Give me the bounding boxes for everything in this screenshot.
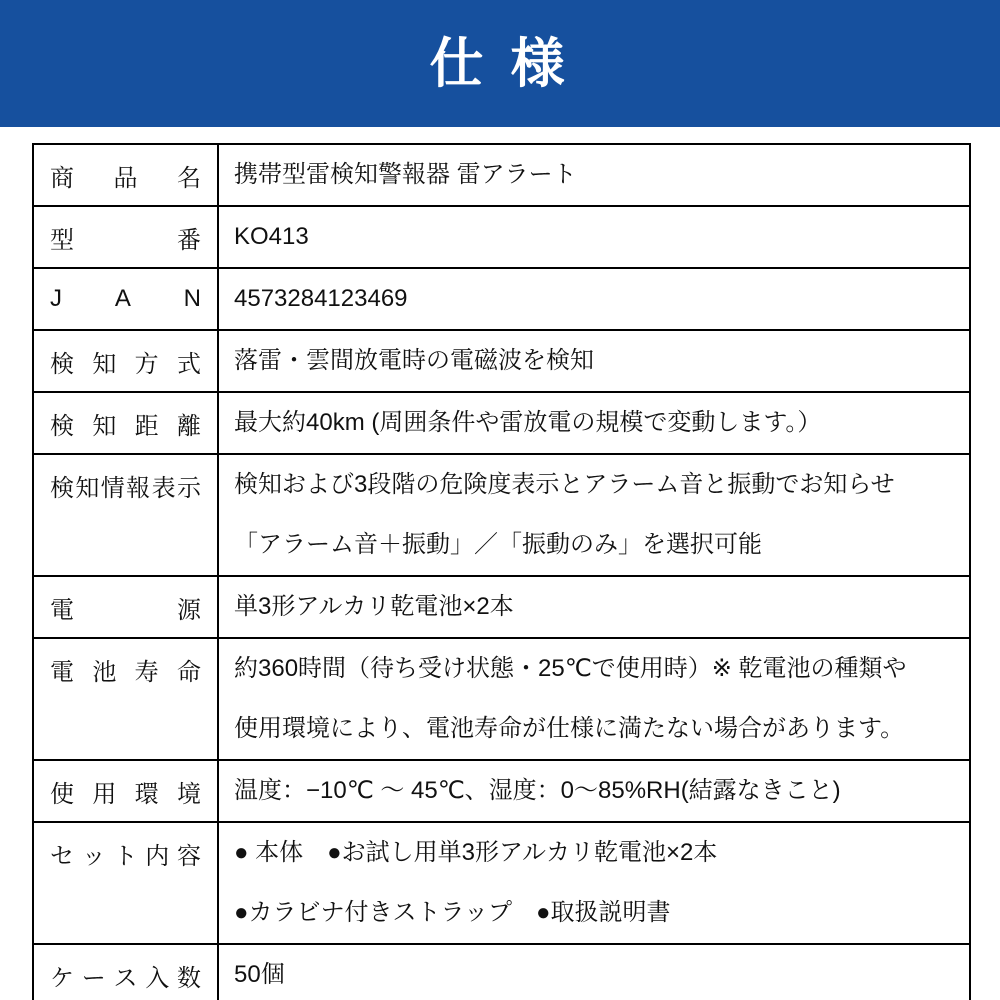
spec-value xyxy=(219,455,969,575)
table-row xyxy=(34,639,969,761)
spec-value-line: 約360時間（待ち受け状態・25℃で使用時）※ 乾電池の種類や xyxy=(234,655,907,682)
spec-value xyxy=(219,207,969,267)
spec-label-cell xyxy=(34,145,219,205)
spec-label: 型 番 xyxy=(50,226,201,254)
spec-label-cell xyxy=(34,207,219,267)
spec-value-line: 単3形アルカリ乾電池×2本 xyxy=(234,593,514,620)
spec-label: J A N xyxy=(50,285,201,312)
spec-value xyxy=(219,823,969,943)
header-banner xyxy=(0,0,1000,127)
spec-table xyxy=(32,143,971,1000)
page-title: 仕 様 xyxy=(429,33,571,94)
spec-value xyxy=(219,393,969,453)
spec-value-line: 使用環境により、電池寿命が仕様に満たない場合があります。 xyxy=(234,715,905,742)
table-row xyxy=(34,207,969,269)
spec-label-cell xyxy=(34,945,219,1000)
spec-value-line: ●カラビナ付きストラップ ●取扱説明書 xyxy=(234,899,671,926)
spec-label-cell xyxy=(34,393,219,453)
spec-label: 検 知 方 式 xyxy=(50,350,201,378)
spec-value-line: 携帯型雷検知警報器 雷アラート xyxy=(234,161,577,188)
spec-label: 電 源 xyxy=(50,596,201,624)
spec-label: 検 知 距 離 xyxy=(50,412,201,440)
table-row xyxy=(34,761,969,823)
spec-value-line: 温度：−10℃ 〜 45℃、湿度：0〜85%RH(結露なきこと) xyxy=(234,777,841,804)
spec-label-cell xyxy=(34,761,219,821)
table-row xyxy=(34,269,969,331)
spec-value-line: 検知および3段階の危険度表示とアラーム音と振動でお知らせ xyxy=(234,471,895,498)
table-row xyxy=(34,577,969,639)
spec-value-line: 50個 xyxy=(234,961,285,988)
spec-label: 使 用 環 境 xyxy=(50,780,201,808)
table-row xyxy=(34,331,969,393)
spec-label: 検 知 情 報 表 示 xyxy=(50,474,201,502)
spec-label-cell xyxy=(34,269,219,329)
spec-value-line: 4573284123469 xyxy=(234,285,408,312)
spec-value xyxy=(219,331,969,391)
spec-value-line: 落雷・雲間放電時の電磁波を検知 xyxy=(234,347,594,374)
table-row xyxy=(34,145,969,207)
spec-label: セ ッ ト 内 容 xyxy=(50,842,201,870)
spec-value xyxy=(219,145,969,205)
table-row xyxy=(34,945,969,1000)
spec-label: ケ ー ス 入 数 xyxy=(50,964,201,992)
spec-value xyxy=(219,761,969,821)
spec-value xyxy=(219,639,969,759)
spec-label-cell xyxy=(34,639,219,759)
spec-label-cell xyxy=(34,331,219,391)
spec-label-cell xyxy=(34,455,219,575)
spec-value-line: 「アラーム音＋振動」／「振動のみ」を選択可能 xyxy=(234,531,762,558)
spec-label-cell xyxy=(34,823,219,943)
spec-label: 電 池 寿 命 xyxy=(50,658,201,686)
spec-value xyxy=(219,577,969,637)
table-row xyxy=(34,393,969,455)
spec-value-line: KO413 xyxy=(234,223,309,250)
spec-value-line: 最大約40km (周囲条件や雷放電の規模で変動します。） xyxy=(234,409,822,436)
spec-value-line: ● 本体 ●お試し用単3形アルカリ乾電池×2本 xyxy=(234,839,718,866)
spec-label: 商 品 名 xyxy=(50,164,201,192)
spec-value xyxy=(219,945,969,1000)
table-row xyxy=(34,823,969,945)
spec-value xyxy=(219,269,969,329)
table-row xyxy=(34,455,969,577)
spec-label-cell xyxy=(34,577,219,637)
